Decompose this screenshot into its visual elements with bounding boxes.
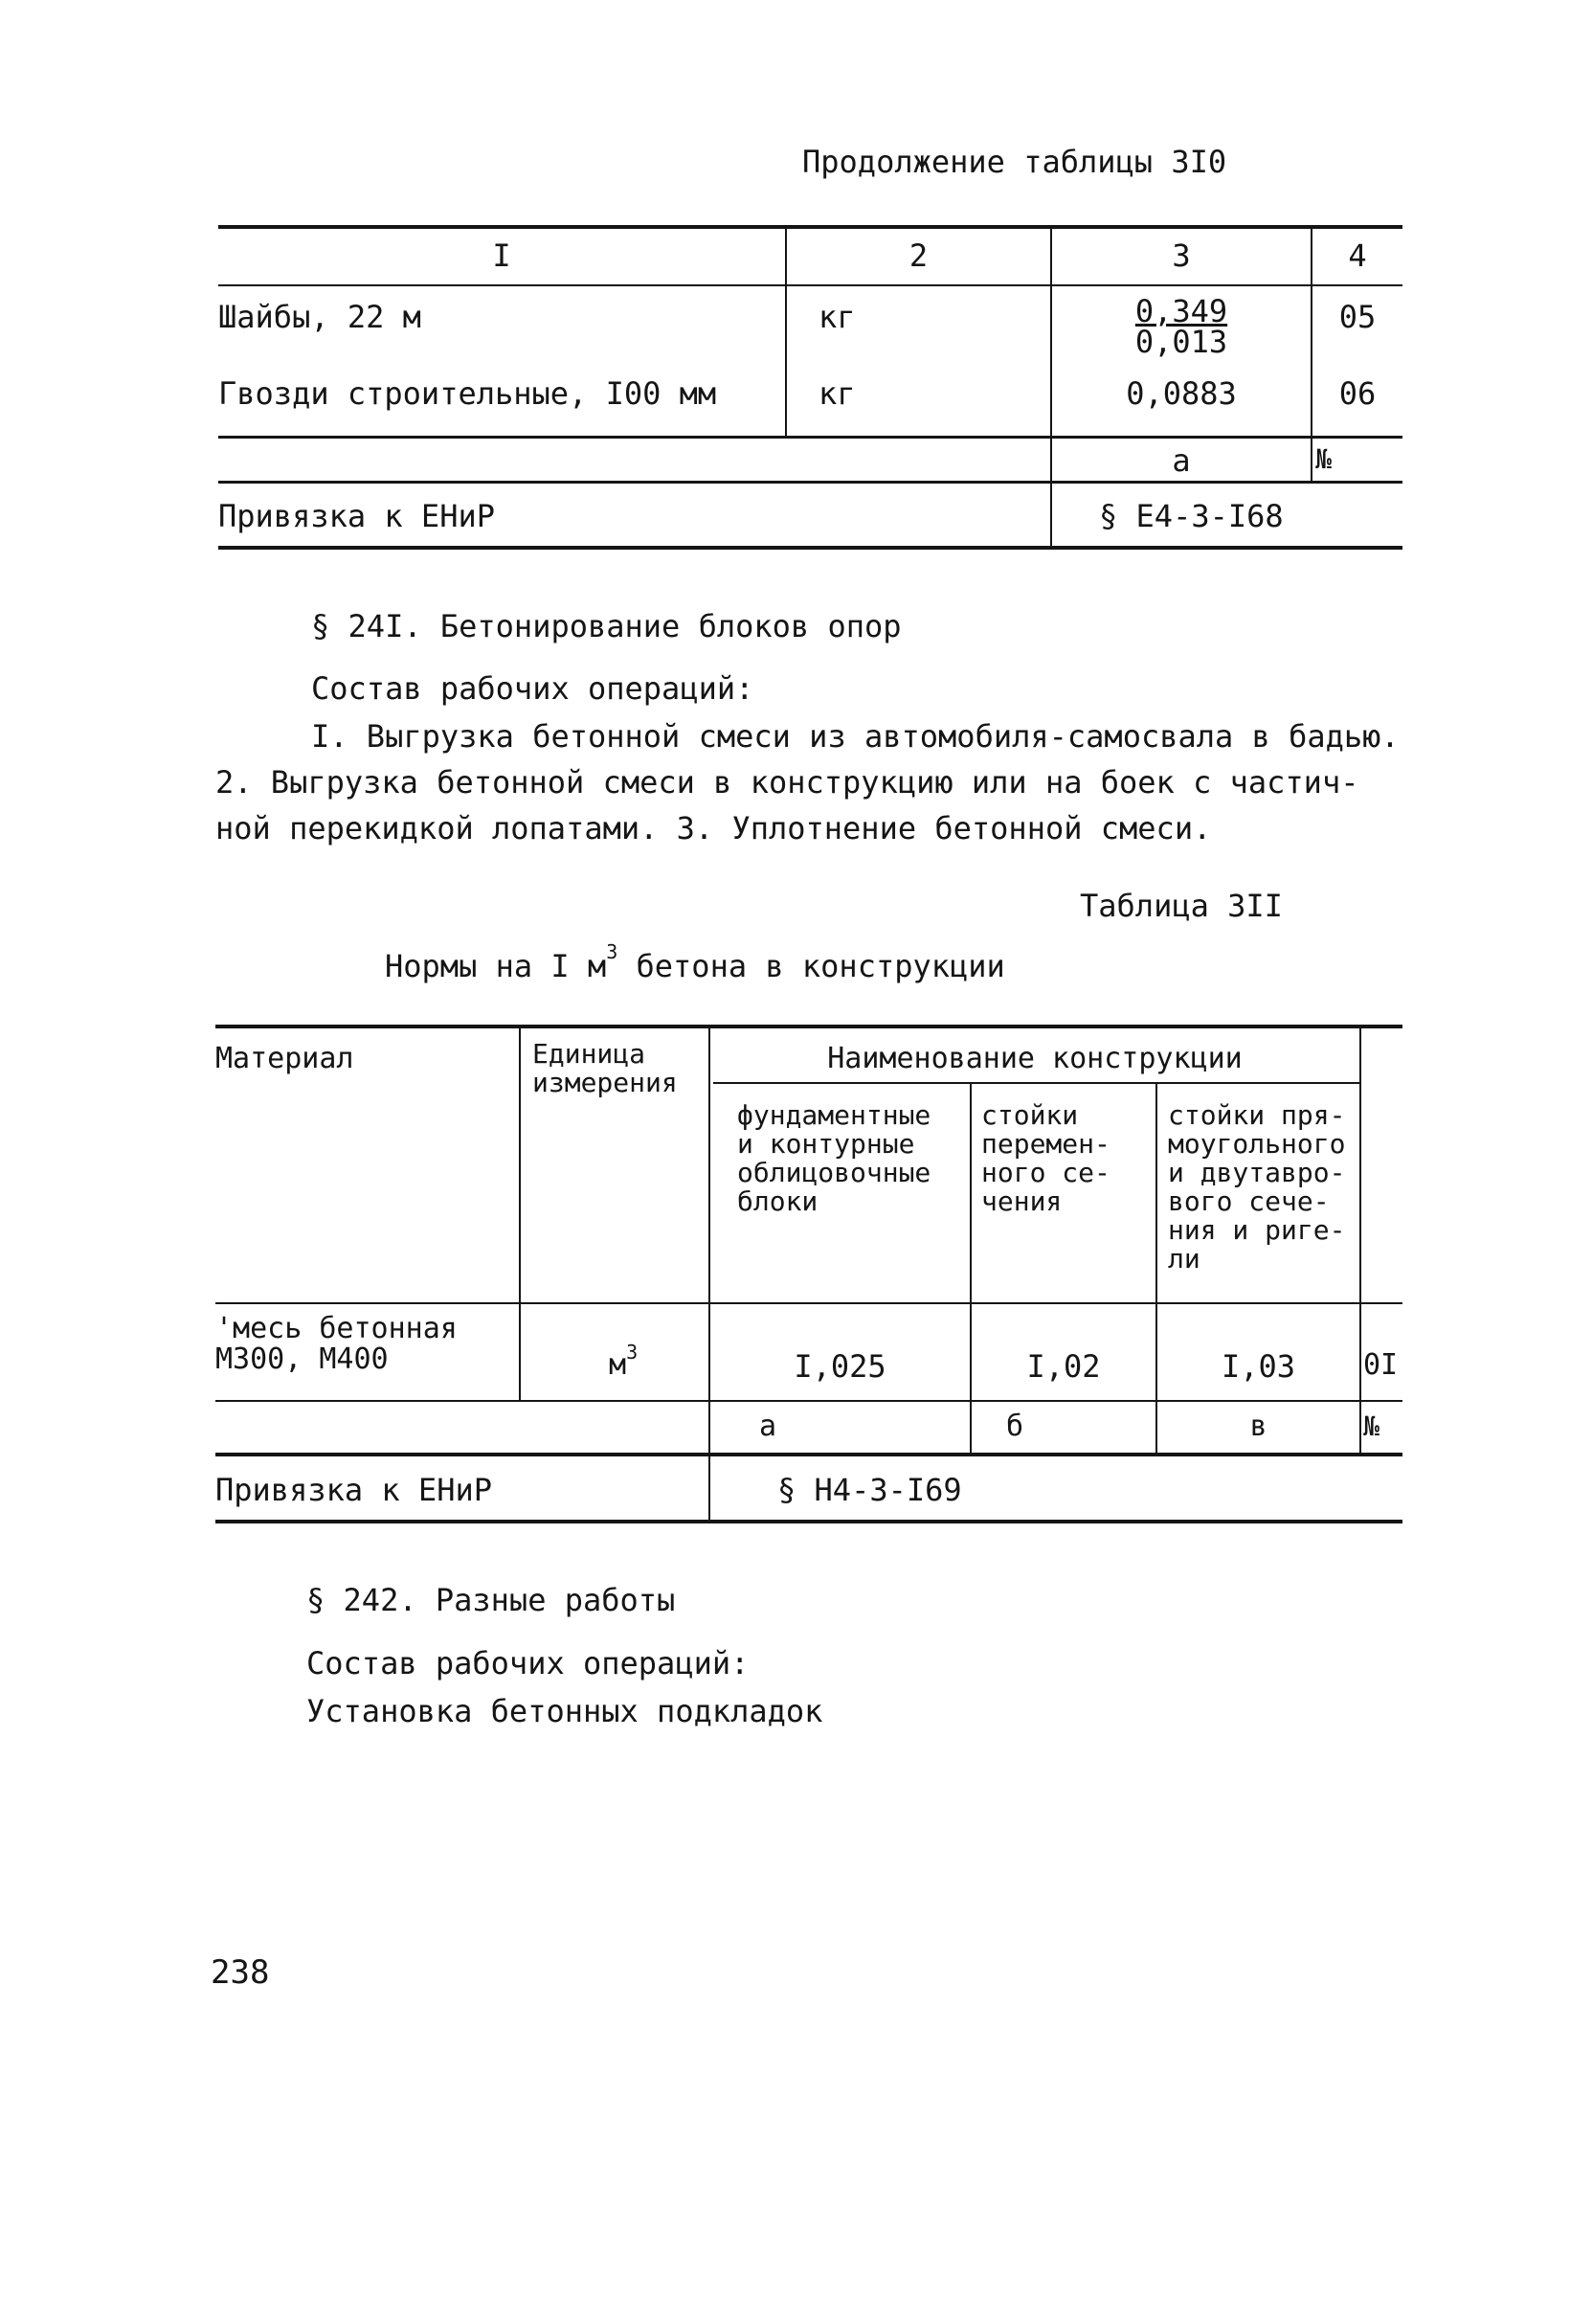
column-group-header: Наименование конструкции [827, 1042, 1243, 1075]
table-divider [1155, 1082, 1157, 1455]
binding-label: Привязка к ЕНиР [218, 498, 495, 534]
number-sign: № [1315, 443, 1332, 475]
table-rule [215, 1302, 1402, 1304]
table-divider [708, 1025, 710, 1522]
table-rule [218, 546, 1402, 550]
column-header-material: Материал [215, 1042, 354, 1075]
row-value: I,025 [794, 1348, 886, 1385]
section-title: § 242. Разные работы [306, 1582, 676, 1618]
table-rule [218, 284, 1402, 286]
table-continuation-caption: Продолжение таблицы 3I0 [802, 144, 1227, 180]
table-divider [519, 1025, 521, 1400]
operations-label: Состав рабочих операций: [311, 670, 754, 707]
row-name: Гвозди строительные, I00 мм [218, 375, 717, 412]
table-rule [218, 436, 1402, 439]
row-unit: кг [819, 375, 856, 412]
operations-line: 2. Выгрузка бетонной смеси в конструкцию или на боек с частич- [215, 764, 1359, 801]
table-rule [218, 481, 1402, 484]
row-value: I,03 [1221, 1348, 1296, 1385]
table-title: Нормы на I $м^3$ бетона в конструкции [385, 940, 1005, 984]
binding-value: § Е4-3-I68 [1099, 498, 1284, 534]
binding-label: Привязка к ЕНиР [215, 1472, 492, 1508]
table-rule [218, 225, 1402, 229]
table-rule [215, 1520, 1402, 1523]
column-letter: в [1249, 1410, 1267, 1443]
row-code: 06 [1338, 375, 1377, 412]
row-code: 05 [1338, 299, 1377, 335]
table-rule [215, 1025, 1402, 1028]
column-header-unit: Единица измерения [532, 1038, 678, 1098]
column-header: 2 [908, 237, 929, 274]
column-letter: а [758, 1410, 777, 1443]
subcolumn-rectangular-columns: стойки пря- моугольного и двутавро- вого сече- ния и риге- ли [1168, 1099, 1346, 1275]
row-value-denominator: 0,013 [1134, 324, 1228, 360]
table-rule [215, 1453, 1402, 1456]
operations-text: Установка бетонных подкладок [306, 1693, 823, 1729]
number-sign: № [1363, 1410, 1379, 1442]
row-code: 0I [1363, 1348, 1399, 1382]
table-divider [970, 1082, 972, 1455]
row-value: I,02 [1026, 1348, 1101, 1385]
column-letter: б [1005, 1410, 1024, 1443]
column-header: 3 [1172, 237, 1191, 274]
row-value: 0,0883 [1126, 375, 1237, 412]
row-value-numerator: 0,349 [1134, 293, 1228, 329]
row-unit: $м^3$ [609, 1341, 639, 1382]
table-rule [713, 1082, 1359, 1084]
operations-line: I. Выгрузка бетонной смеси из автомобиля-самосвала в бадью. [311, 718, 1400, 755]
binding-value: § Н4-3-I69 [777, 1472, 962, 1508]
table-number: Таблица 3II [1080, 888, 1283, 924]
operations-line: ной перекидкой лопатами. 3. Уплотнение бетонной смеси. [215, 810, 1212, 846]
column-header: I [492, 237, 511, 274]
column-letter: а [1172, 442, 1191, 479]
operations-label: Состав рабочих операций: [306, 1645, 750, 1681]
row-material: 'месь бетонная М300, М400 [215, 1312, 458, 1376]
table-rule [215, 1400, 1402, 1402]
table-divider [1359, 1025, 1361, 1455]
column-header: 4 [1348, 237, 1367, 274]
subcolumn-foundation-blocks: фундаментные и контурные облицовочные блоки [737, 1099, 931, 1217]
section-title: § 24I. Бетонирование блоков опор [311, 608, 902, 644]
subcolumn-variable-columns: стойки перемен- ного се- чения [981, 1099, 1110, 1217]
row-name: Шайбы, 22 м [218, 299, 421, 335]
page-number: 238 [211, 1953, 270, 1992]
row-unit: кг [819, 299, 856, 335]
